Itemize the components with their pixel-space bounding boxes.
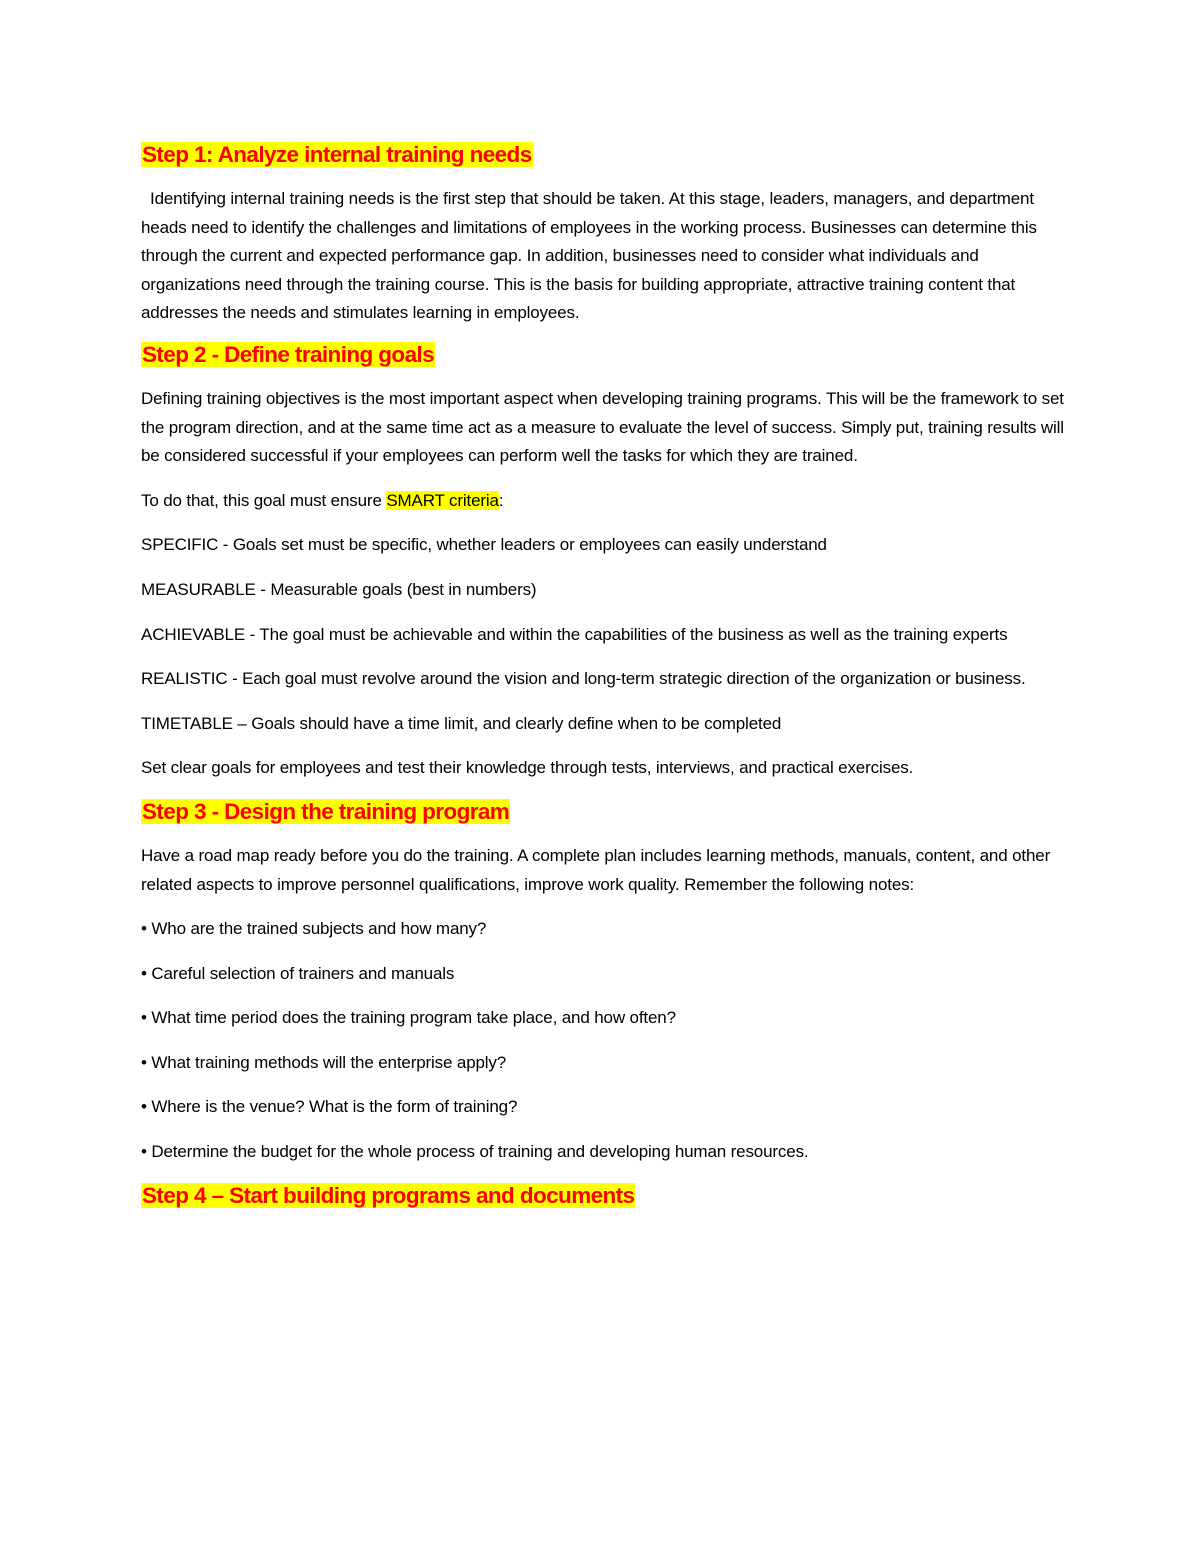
step1-heading [141,138,1066,172]
step2-closing-paragraph: Set clear goals for employees and test their knowledge through tests, interviews, and practical exercises. [141,758,914,778]
step2-paragraph: Defining training objectives is the most important aspect when developing training programs. This will be the framework to set the program direction, and at the same time act as a measure to evaluate the level of success. Simply put, training results will be considered successful if your employees can perform well the tasks for which they are trained. [141,388,1064,466]
step3-heading [141,795,1066,829]
step2-heading-text: Step 2 - Define training goals [142,341,435,367]
document-content [141,138,1066,1213]
step2-heading [141,338,1066,372]
step3-heading-text: Step 3 - Design the training program [142,798,510,824]
bullet-item: • What time period does the training program take place, and how often? [141,1008,676,1028]
smart-intro-paragraph [141,487,1066,516]
bullet-item: • Where is the venue? What is the form of training? [141,1097,518,1117]
bullet-item: • What training methods will the enterprise apply? [141,1052,507,1072]
step3-paragraph: Have a road map ready before you do the training. A complete plan includes learning methods, manuals, content, and other related aspects to improve personnel qualifications, improve work quality. Remember the following notes: [141,845,1051,894]
step1-paragraph: Identifying internal training needs is the first step that should be taken. At this stage, leaders, managers, and department heads need to identify the challenges and limitations of employees in the working process. Businesses can determine this through the current and expected performance gap. In addition, businesses need to consider what individuals and organizations need through the training course. This is the basis for building appropriate, attractive training content that addresses the needs and stimulates learning in employees. [141,189,1037,323]
criterion-specific: SPECIFIC - Goals set must be specific, whether leaders or employees can easily understand [141,535,827,555]
criterion-achievable: ACHIEVABLE - The goal must be achievable and within the capabilities of the business as well as the training experts [141,624,1008,644]
step4-heading-text: Step 4 – Start building programs and documents [142,1182,635,1208]
bullet-item: • Who are the trained subjects and how many? [141,919,487,939]
criterion-measurable: MEASURABLE - Measurable goals (best in numbers) [141,579,537,599]
smart-intro-after: : [498,490,504,510]
criterion-timetable: TIMETABLE – Goals should have a time limit, and clearly define when to be completed [141,713,782,733]
step4-heading [141,1179,1066,1213]
criterion-realistic: REALISTIC - Each goal must revolve around the vision and long-term strategic direction of the organization or business. [141,669,1026,689]
smart-intro-before: To do that, this goal must ensure [141,490,387,510]
bullet-item: • Determine the budget for the whole process of training and developing human resources. [141,1142,809,1162]
step1-heading-text: Step 1: Analyze internal training needs [142,142,532,167]
smart-criteria-highlight: SMART criteria [386,490,499,510]
bullet-item: • Careful selection of trainers and manuals [141,963,455,983]
